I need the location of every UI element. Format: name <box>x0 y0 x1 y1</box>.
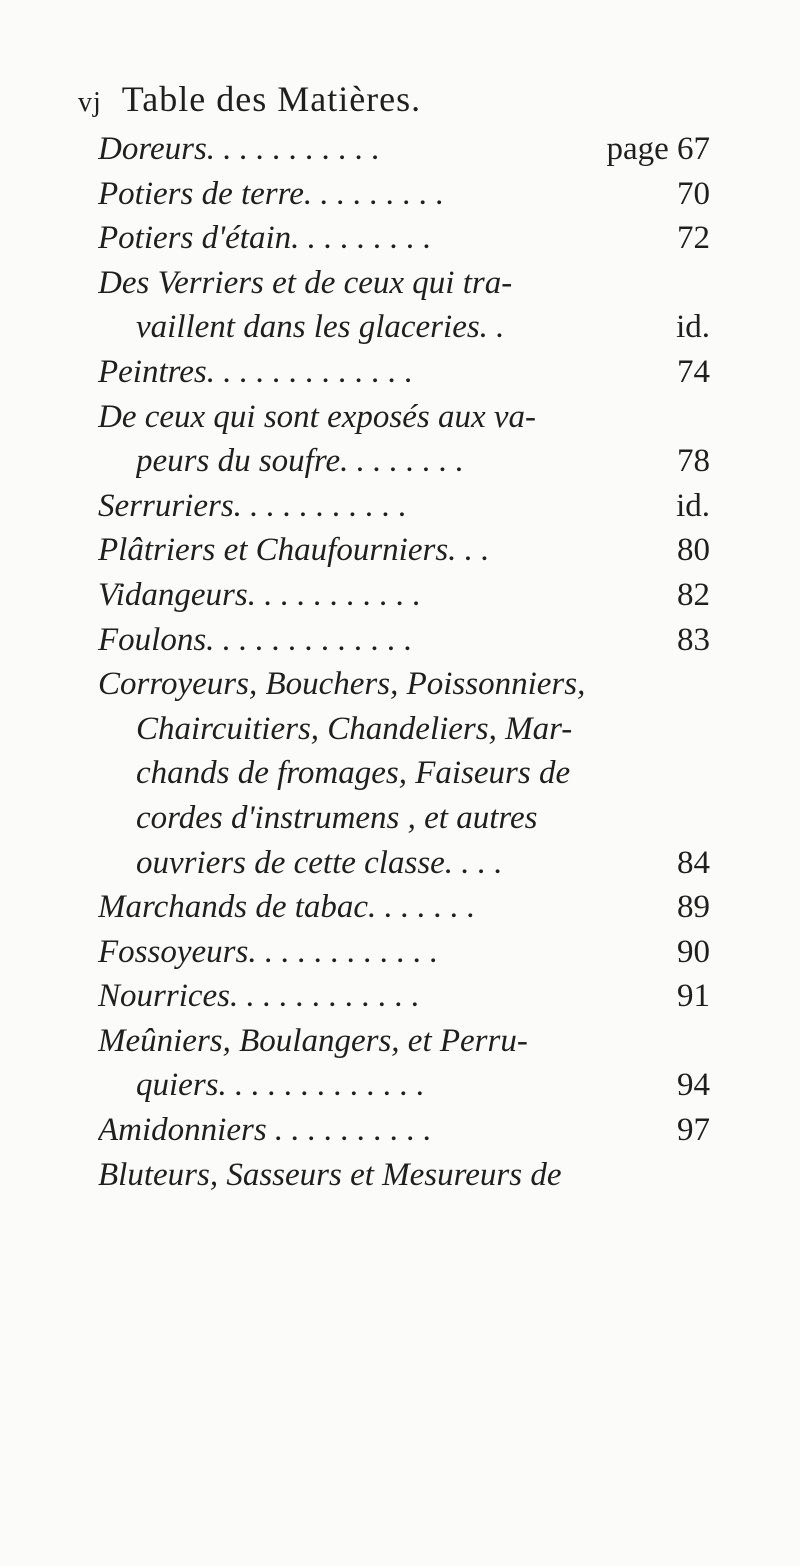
toc-entry-text: Meûniers, Boulangers, et Perru- <box>98 1022 528 1059</box>
toc-entry-page: 70 <box>677 175 710 212</box>
toc-entry-continuation <box>98 305 710 350</box>
toc-entry-text: Chaircuitiers, Chandeliers, Mar- <box>136 710 573 747</box>
toc-entry <box>98 662 710 707</box>
toc-entry-page: 94 <box>677 1067 710 1104</box>
toc-entry-page: 74 <box>677 353 710 390</box>
toc-entry-page: 90 <box>677 933 710 970</box>
toc-entry-text: Vidangeurs. . . . . . . . . . . <box>98 576 421 613</box>
toc-entry-text: chands de fromages, Faiseurs de <box>136 755 571 792</box>
toc-entry <box>98 1153 710 1198</box>
table-of-contents <box>98 127 710 1197</box>
toc-entry-text: Foulons. . . . . . . . . . . . . <box>98 621 413 658</box>
toc-entry <box>98 484 710 529</box>
toc-entry-text: Doreurs. . . . . . . . . . . <box>98 131 381 167</box>
toc-entry-page: id. <box>676 487 710 524</box>
toc-entry-text: Fossoyeurs. . . . . . . . . . . . <box>98 933 439 970</box>
toc-entry-page: id. <box>676 309 710 346</box>
toc-entry-page: 80 <box>677 532 710 569</box>
toc-entry-text: Peintres. . . . . . . . . . . . . <box>98 353 413 390</box>
toc-entry-text: De ceux qui sont exposés aux va- <box>98 398 537 435</box>
toc-entry-page <box>706 395 710 440</box>
toc-entry-text: Amidonniers . . . . . . . . . . <box>98 1112 432 1149</box>
toc-entry-text: vaillent dans les glaceries. . <box>136 309 505 346</box>
toc-entry <box>98 528 710 573</box>
toc-entry-text: Serruriers. . . . . . . . . . . <box>98 487 407 524</box>
toc-entry-page: 91 <box>677 978 710 1015</box>
running-header <box>78 78 421 120</box>
toc-entry <box>98 974 710 1019</box>
toc-entry-page: page 67 <box>606 131 710 167</box>
toc-entry-text: Marchands de tabac. . . . . . . <box>98 889 476 926</box>
toc-entry-continuation <box>98 1063 710 1108</box>
toc-entry <box>98 350 710 395</box>
toc-entry-page <box>706 1153 710 1198</box>
toc-entry-text: Potiers de terre. . . . . . . . . <box>98 175 445 212</box>
toc-entry-continuation <box>98 841 710 886</box>
toc-entry <box>98 127 710 172</box>
toc-entry <box>98 216 710 261</box>
toc-entry-text: ouvriers de cette classe. . . . <box>136 844 503 881</box>
toc-entry-page <box>706 796 710 841</box>
toc-entry-continuation <box>98 751 710 796</box>
toc-entry-page <box>706 1019 710 1064</box>
toc-entry-page <box>706 261 710 306</box>
toc-entry-page: 78 <box>677 443 710 480</box>
toc-entry-text: Nourrices. . . . . . . . . . . . <box>98 978 420 1015</box>
toc-entry-text: cordes d'instrumens , et autres <box>136 799 538 836</box>
toc-entry-page: 97 <box>677 1112 710 1149</box>
toc-entry-page: 83 <box>677 621 710 658</box>
toc-entry <box>98 885 710 930</box>
toc-entry <box>98 1019 710 1064</box>
toc-entry-continuation <box>98 707 710 752</box>
toc-entry-continuation <box>98 796 710 841</box>
toc-entry-page: 72 <box>677 220 710 257</box>
toc-entry-text: Plâtriers et Chaufourniers. . . <box>98 532 490 569</box>
toc-entry-continuation <box>98 439 710 484</box>
toc-entry-text: Corroyeurs, Bouchers, Poissonniers, <box>98 666 586 703</box>
toc-entry <box>98 573 710 618</box>
page-folio: vj <box>78 87 102 118</box>
toc-entry <box>98 261 710 306</box>
toc-entry <box>98 395 710 440</box>
toc-entry <box>98 1108 710 1153</box>
toc-entry-text: peurs du soufre. . . . . . . . <box>136 443 464 480</box>
toc-entry-text: Bluteurs, Sasseurs et Mesureurs de <box>98 1156 562 1193</box>
toc-entry-page: 82 <box>677 576 710 613</box>
toc-entry-page: 89 <box>677 889 710 926</box>
toc-entry-page <box>706 662 710 707</box>
toc-entry-page <box>706 751 710 796</box>
toc-entry-page <box>706 707 710 752</box>
page-title: Table des Matières. <box>121 79 422 119</box>
toc-entry <box>98 172 710 217</box>
toc-entry-text: Des Verriers et de ceux qui tra- <box>98 264 513 301</box>
toc-entry <box>98 618 710 663</box>
toc-entry-text: Potiers d'étain. . . . . . . . . <box>98 220 432 257</box>
toc-entry-page: 84 <box>677 844 710 881</box>
toc-entry-text: quiers. . . . . . . . . . . . . <box>136 1067 425 1104</box>
toc-entry <box>98 930 710 975</box>
